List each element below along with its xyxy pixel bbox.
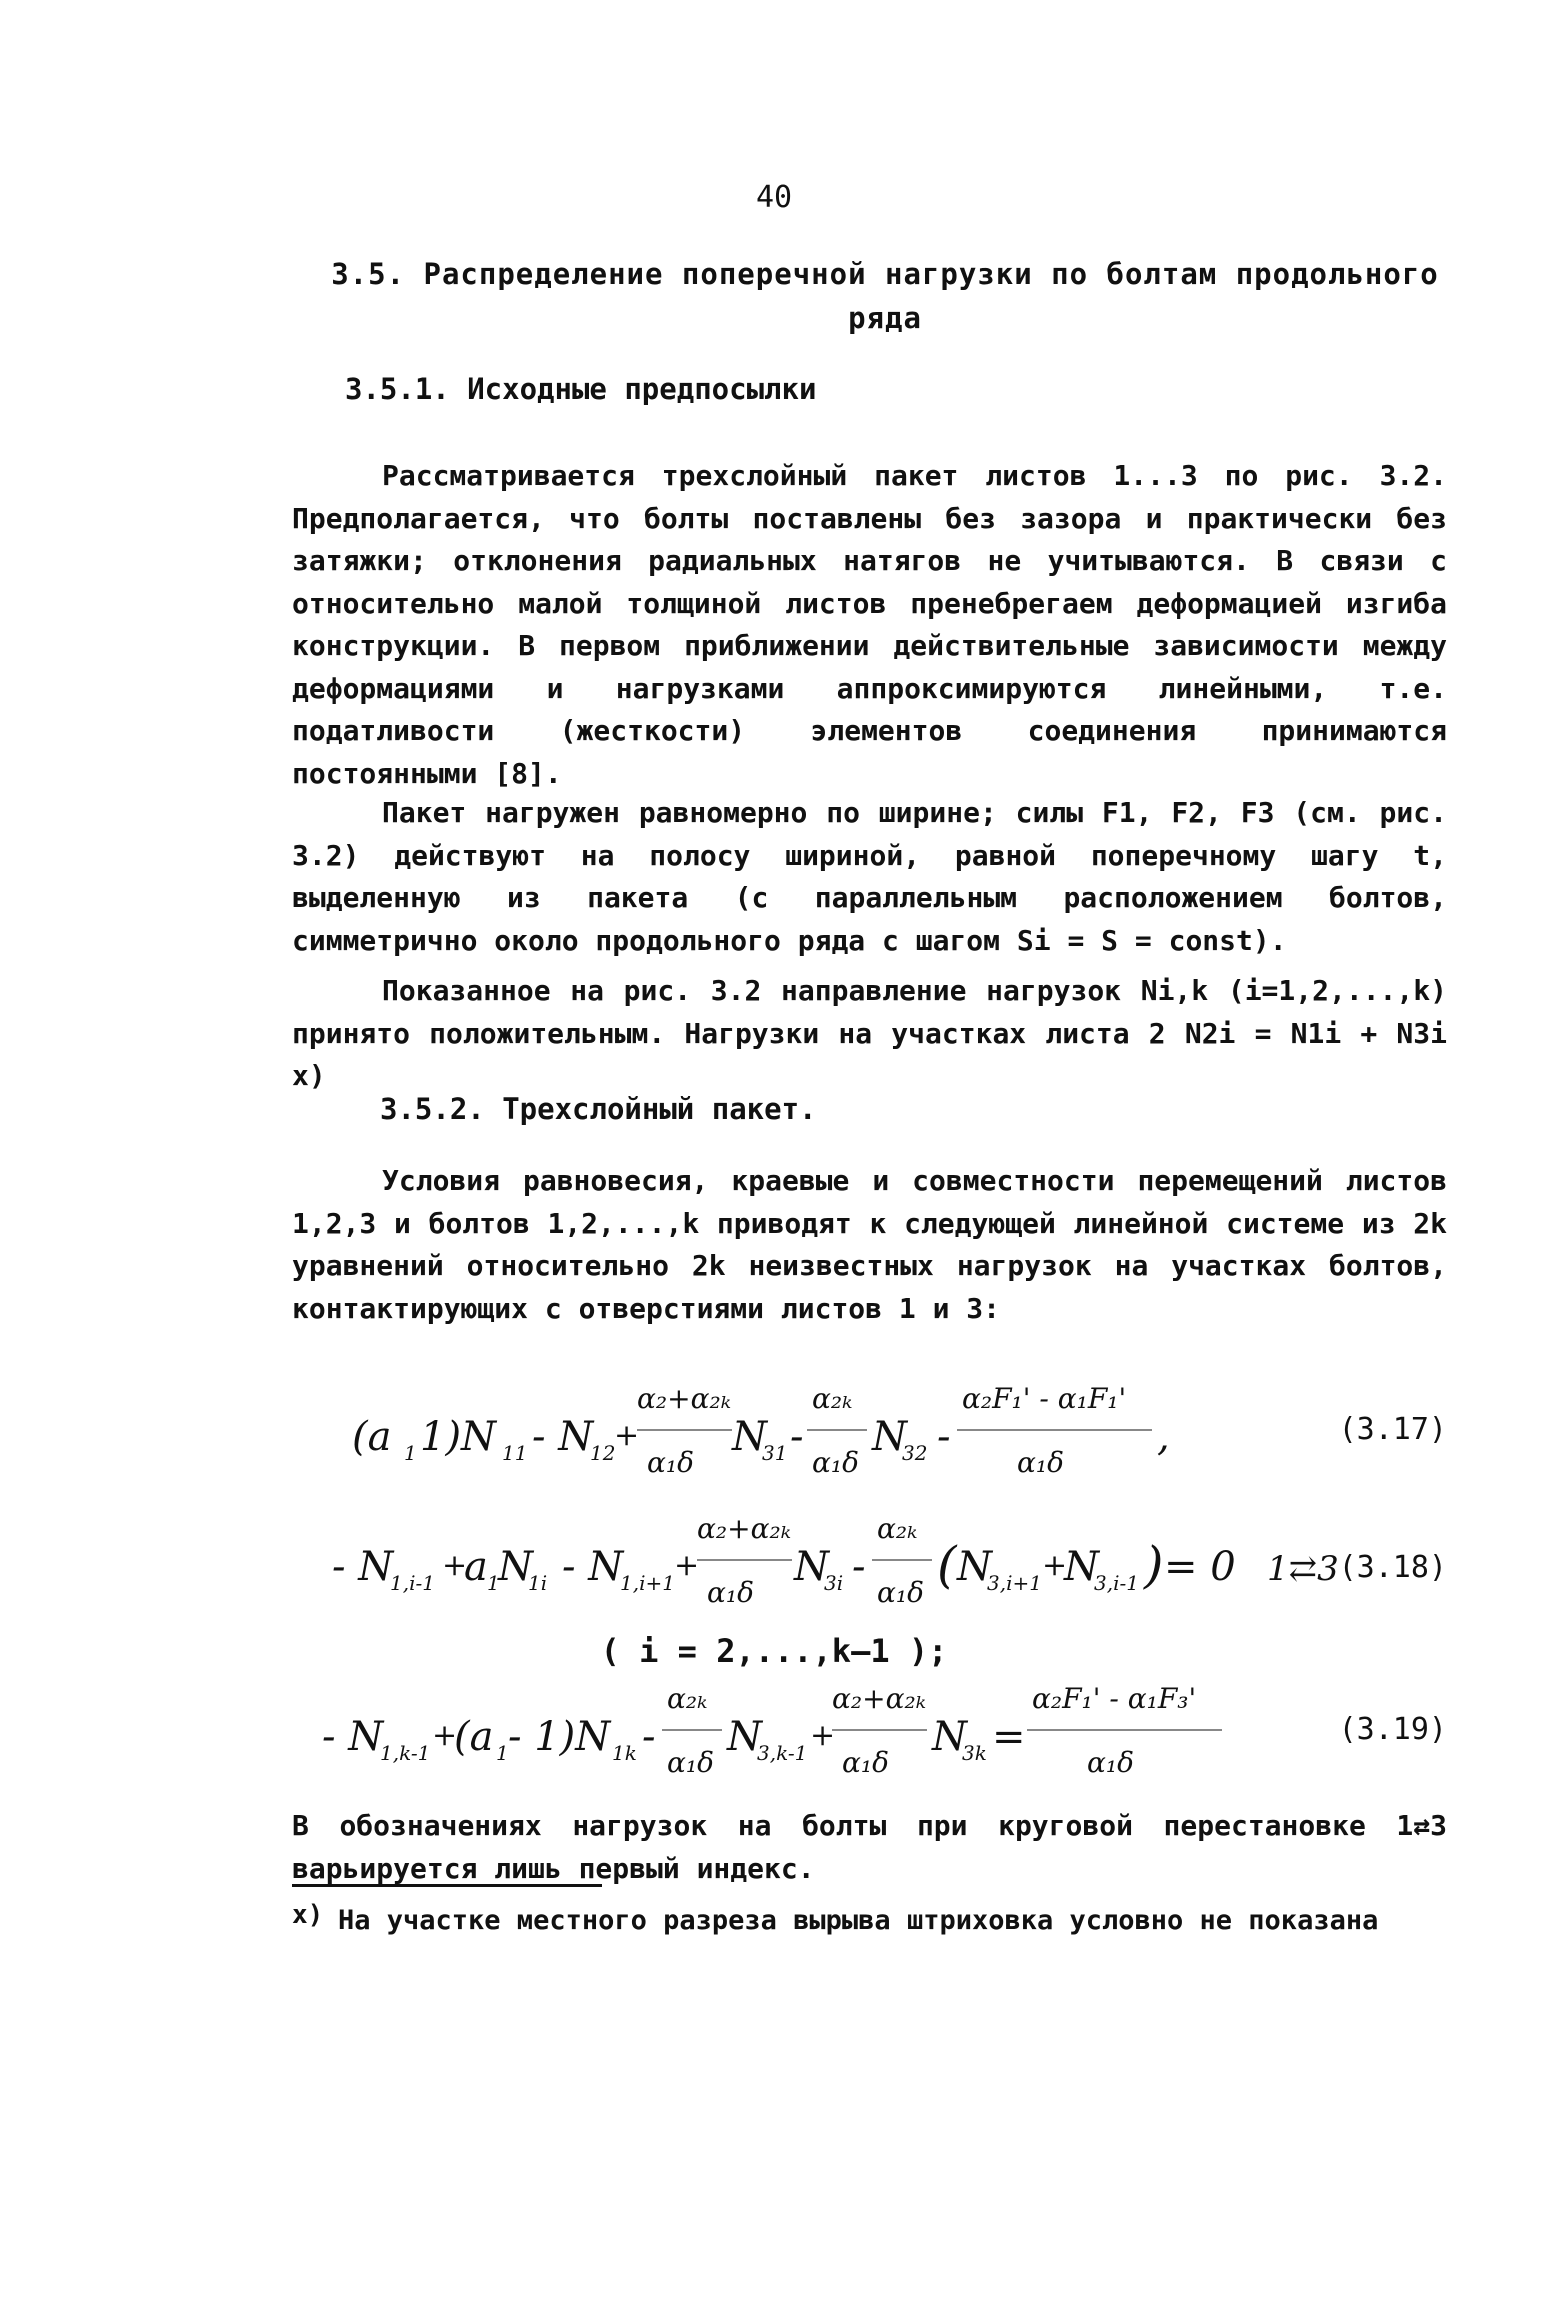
svg-text:-: - <box>642 1714 656 1760</box>
svg-text:α₁δ: α₁δ <box>877 1576 924 1609</box>
svg-text:N: N <box>727 1714 762 1760</box>
svg-text:32: 32 <box>902 1441 928 1465</box>
svg-text:= 0: = 0 <box>1164 1544 1236 1590</box>
equation-3-19-figure <box>292 1680 1447 1790</box>
svg-text:α₂ₖ: α₂ₖ <box>877 1512 918 1545</box>
equation-number-3-19: (3.19) <box>1338 1712 1447 1747</box>
svg-text:1: 1 <box>496 1741 509 1765</box>
svg-text:N: N <box>932 1714 967 1760</box>
svg-text:1: 1 <box>487 1571 500 1595</box>
svg-text:+: + <box>432 1718 458 1753</box>
svg-text:α₂ₖ: α₂ₖ <box>667 1682 708 1715</box>
svg-text:3k: 3k <box>962 1741 987 1765</box>
svg-text:α₁δ: α₁δ <box>1017 1446 1064 1479</box>
svg-text:1⇄3: 1⇄3 <box>1267 1549 1339 1589</box>
paragraph-direction <box>292 970 1447 1098</box>
equation-3-19 <box>292 1680 1447 1794</box>
equation-index-range: ( i = 2,...,k–1 ); <box>600 1632 948 1670</box>
svg-text:(a: (a <box>454 1714 494 1760</box>
svg-text:(a: (a <box>352 1414 392 1460</box>
svg-text:): ) <box>1144 1536 1164 1594</box>
svg-text:N: N <box>872 1414 907 1460</box>
paragraph-5: В обозначениях нагрузок на болты при круговой перестановке 1⇄3 варьируется лишь первый индекс. <box>292 1809 1447 1885</box>
svg-text:1,k-1: 1,k-1 <box>380 1741 431 1765</box>
svg-text:31: 31 <box>762 1441 788 1465</box>
svg-text:3,k-1: 3,k-1 <box>757 1741 808 1765</box>
svg-text:a: a <box>464 1544 488 1590</box>
equation-number-3-17: (3.17) <box>1338 1412 1447 1447</box>
svg-text:- 1)N: - 1)N <box>508 1714 611 1760</box>
svg-text:,: , <box>1157 1414 1170 1460</box>
svg-text:-: - <box>937 1414 951 1460</box>
footnote-text: На участке местного разреза вырыва штриховка условно не показана <box>338 1905 1379 1936</box>
svg-text:3,i+1: 3,i+1 <box>987 1571 1042 1595</box>
svg-text:12: 12 <box>590 1441 616 1465</box>
svg-text:α₂F₁' - α₁F₃': α₂F₁' - α₁F₃' <box>1032 1682 1197 1715</box>
paragraph-loading <box>292 792 1447 962</box>
svg-text:α₂F₁' - α₁F₁': α₂F₁' - α₁F₁' <box>962 1382 1127 1415</box>
paragraph-3: Показанное на рис. 3.2 направление нагрузок Ni,k (i=1,2,...,k) принято положительным. Нагрузки на участках листа 2 N2i = N1i + N3i x) <box>292 974 1447 1092</box>
paragraph-equilibrium <box>292 1160 1447 1330</box>
equation-3-17-figure <box>292 1380 1447 1490</box>
footnote-mark: x) <box>292 1900 324 1930</box>
equation-3-18 <box>292 1510 1447 1624</box>
svg-text:α₂+α₂ₖ: α₂+α₂ₖ <box>832 1682 926 1715</box>
svg-text:3,i-1: 3,i-1 <box>1094 1571 1139 1595</box>
svg-text:α₁δ: α₁δ <box>842 1746 889 1779</box>
paragraph-notation <box>292 1805 1447 1890</box>
paragraph-1: Рассматривается трехслойный пакет листов 1...3 по рис. 3.2. Предполагается, что болты поставлены без зазора и практически без затяжки; отклонения радиальных натягов не учитываются. В связи с относительно малой толщиной листов пренебрегаем деформацией изгиба конструкции. В первом приближении действительные зависимости между деформациями и нагрузками аппроксимируются линейными, т.е. податливости (жесткости) элементов соединения принимаются постоянными [8]. <box>292 459 1447 790</box>
equation-3-18-figure <box>292 1510 1447 1620</box>
paragraph-assumptions <box>292 455 1447 795</box>
svg-text:+: + <box>810 1718 836 1753</box>
svg-text:-: - <box>852 1544 866 1590</box>
svg-text:α₂+α₂ₖ: α₂+α₂ₖ <box>697 1512 791 1545</box>
subsection-title-initial-assumptions: 3.5.1. Исходные предпосылки <box>345 372 817 406</box>
svg-text:- N: - N <box>332 1544 394 1590</box>
svg-text:α₂ₖ: α₂ₖ <box>812 1382 853 1415</box>
svg-text:1,i-1: 1,i-1 <box>390 1571 435 1595</box>
svg-text:- N: - N <box>532 1414 594 1460</box>
svg-text:N: N <box>957 1544 992 1590</box>
svg-text:11: 11 <box>502 1441 528 1465</box>
paragraph-4: Условия равновесия, краевые и совместности перемещений листов 1,2,3 и болтов 1,2,...,k приводят к следующей линейной системе из 2k уравнений относительно 2k неизвестных нагрузок на участках болтов, контактирующих с отверстиями листов 1 и 3: <box>292 1164 1447 1325</box>
svg-text:1)N: 1)N <box>420 1414 497 1460</box>
svg-text:+: + <box>614 1418 640 1453</box>
paragraph-2: Пакет нагружен равномерно по ширине; силы F1, F2, F3 (см. рис. 3.2) действуют на полосу шириной, равной поперечному шагу t, выделенную из пакета (с параллельным расположением болтов, симметрично около продольного ряда с шагом Si = S = const). <box>292 796 1447 957</box>
svg-text:(: ( <box>937 1536 957 1594</box>
svg-text:N: N <box>1064 1544 1099 1590</box>
svg-text:N: N <box>732 1414 767 1460</box>
svg-text:1i: 1i <box>528 1571 548 1595</box>
svg-text:3i: 3i <box>824 1571 844 1595</box>
svg-text:α₁δ: α₁δ <box>647 1446 694 1479</box>
svg-text:- N: - N <box>562 1544 624 1590</box>
svg-text:+: + <box>674 1548 700 1583</box>
svg-text:1: 1 <box>404 1441 417 1465</box>
svg-text:α₁δ: α₁δ <box>1087 1746 1134 1779</box>
svg-text:1,i+1: 1,i+1 <box>620 1571 675 1595</box>
svg-text:1k: 1k <box>612 1741 637 1765</box>
svg-text:α₁δ: α₁δ <box>812 1446 859 1479</box>
equation-number-3-18: (3.18) <box>1338 1550 1447 1585</box>
svg-text:=: = <box>992 1714 1026 1760</box>
svg-text:- N: - N <box>322 1714 384 1760</box>
svg-text:+: + <box>442 1548 468 1583</box>
svg-text:+: + <box>1042 1548 1068 1583</box>
equation-3-17 <box>292 1380 1447 1494</box>
section-title: 3.5. Распределение поперечной нагрузки по болтам продольного ряда <box>331 257 1439 335</box>
svg-text:N: N <box>498 1544 533 1590</box>
footnote <box>292 1900 1452 1937</box>
svg-text:-: - <box>790 1414 804 1460</box>
subsection-title-three-layer: 3.5.2. Трехслойный пакет. <box>380 1092 817 1126</box>
svg-text:α₁δ: α₁δ <box>667 1746 714 1779</box>
svg-text:α₁δ: α₁δ <box>707 1576 754 1609</box>
svg-text:N: N <box>794 1544 829 1590</box>
page-number: 40 <box>755 180 793 215</box>
footnote-divider <box>292 1884 602 1887</box>
svg-text:α₂+α₂ₖ: α₂+α₂ₖ <box>637 1382 731 1415</box>
